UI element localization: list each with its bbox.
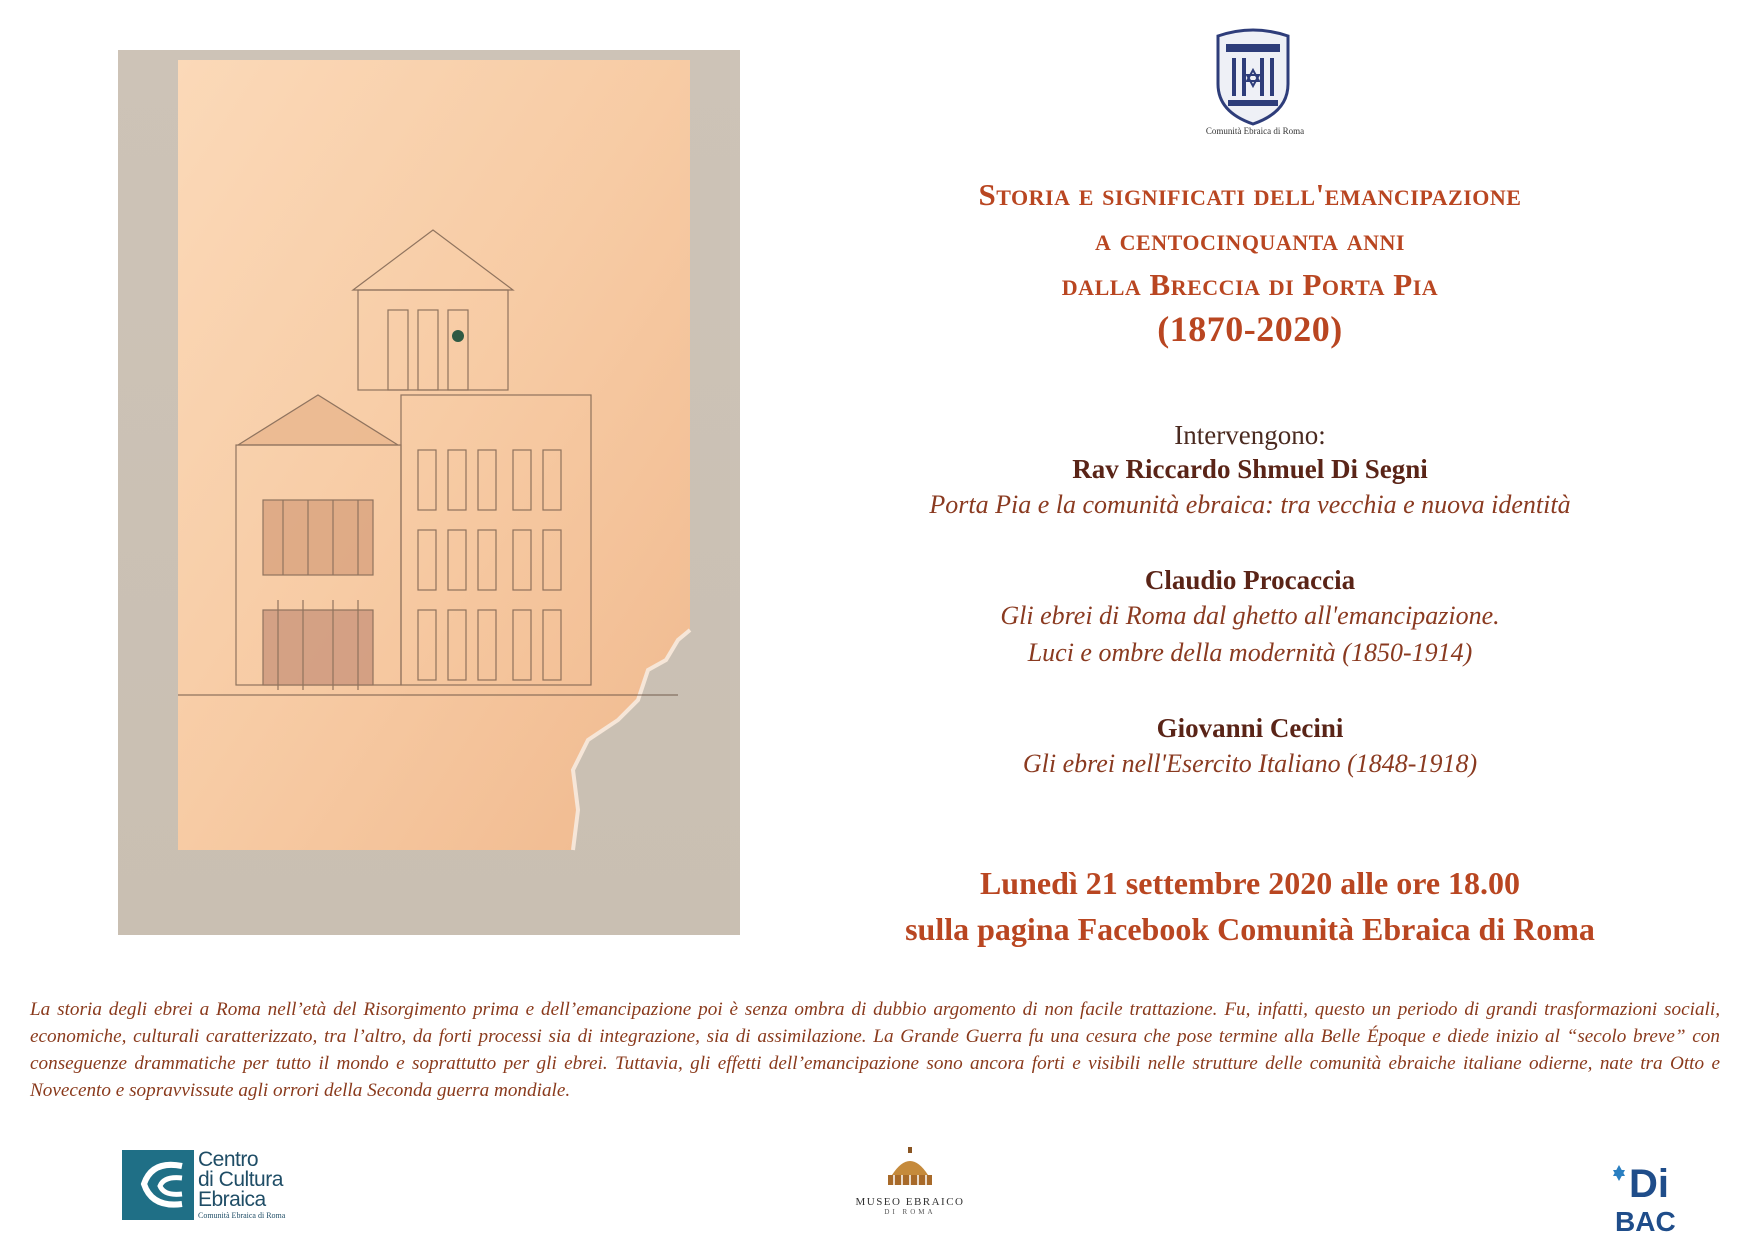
speaker-talk: Gli ebrei nell'Esercito Italiano (1848-1918) [1022, 749, 1478, 778]
synagogue-drawing-image [118, 50, 740, 935]
community-crest-icon [1212, 26, 1294, 126]
synagogue-photograph [118, 50, 740, 935]
ccre-mark-icon [122, 1150, 194, 1220]
speaker-name: Giovanni Cecini [1156, 713, 1344, 743]
event-place: sulla pagina Facebook Comunità Ebraica di Roma [905, 911, 1595, 947]
dibac-text-1: Di [1629, 1162, 1669, 1206]
event-date: Lunedì 21 settembre 2020 alle ore 18.00 [979, 865, 1521, 901]
event-title [800, 172, 1700, 352]
speaker-name: Claudio Procaccia [1144, 565, 1356, 595]
speakers-list [800, 418, 1700, 782]
museo-ebraico-logo [830, 1145, 990, 1230]
ccre-line-1: Centro [198, 1148, 259, 1171]
speakers-intro: Intervengono: [1174, 420, 1326, 450]
ccre-line-2: di Cultura [198, 1168, 283, 1191]
museo-subtitle: DI ROMA [884, 1208, 936, 1216]
crest-caption: Comunità Ebraica di Roma [1205, 126, 1305, 136]
title-line-4: (1870-2020) [1157, 309, 1343, 349]
speaker-talk: Gli ebrei di Roma dal ghetto all'emancipazione. [1000, 601, 1500, 630]
museo-name: MUSEO EBRAICO [855, 1196, 965, 1208]
speaker-talk: Luci e ombre della modernità (1850-1914) [1027, 638, 1473, 667]
event-details [800, 860, 1700, 952]
ccre-line-3: Ebraica [198, 1188, 266, 1211]
title-line-1: Storia e significati dell'emancipazione [978, 177, 1522, 212]
title-line-2: a centocinquanta anni [1095, 222, 1405, 257]
dibac-logo [1605, 1155, 1685, 1235]
dibac-text-2: BAC [1615, 1206, 1676, 1235]
title-line-3: dalla Breccia di Porta Pia [1061, 267, 1439, 302]
speaker-name: Rav Riccardo Shmuel Di Segni [1072, 454, 1428, 484]
museo-dome-icon [880, 1145, 940, 1189]
speaker-talk: Porta Pia e la comunità ebraica: tra vecchia e nuova identità [929, 490, 1571, 519]
centro-cultura-ebraica-logo [122, 1150, 322, 1220]
event-description: La storia degli ebrei a Roma nell’età del Risorgimento prima e dell’emancipazione poi è senza ombra di dubbio argomento di non facile trattazione. Fu, infatti, questo un periodo di grandi trasformazioni sociali, economiche, culturali caratterizzato, tra l’altro, da forti processi sia di integrazione, sia di assimilazione. La Grande Guerra fu una cesura che pose termine alla Belle Époque e diede inizio al “secolo breve” con conseguenze drammatiche per tutto il mondo e soprattutto per gli ebrei. Tuttavia, gli effetti dell’emancipazione sono ancora forti e visibili nelle strutture delle comunità ebraiche italiane odierne, nate tra Otto e Novecento e sopravvissute agli orrori della Seconda guerra mondiale. [30, 999, 1720, 1101]
ccre-subtitle: Comunità Ebraica di Roma [198, 1211, 286, 1220]
